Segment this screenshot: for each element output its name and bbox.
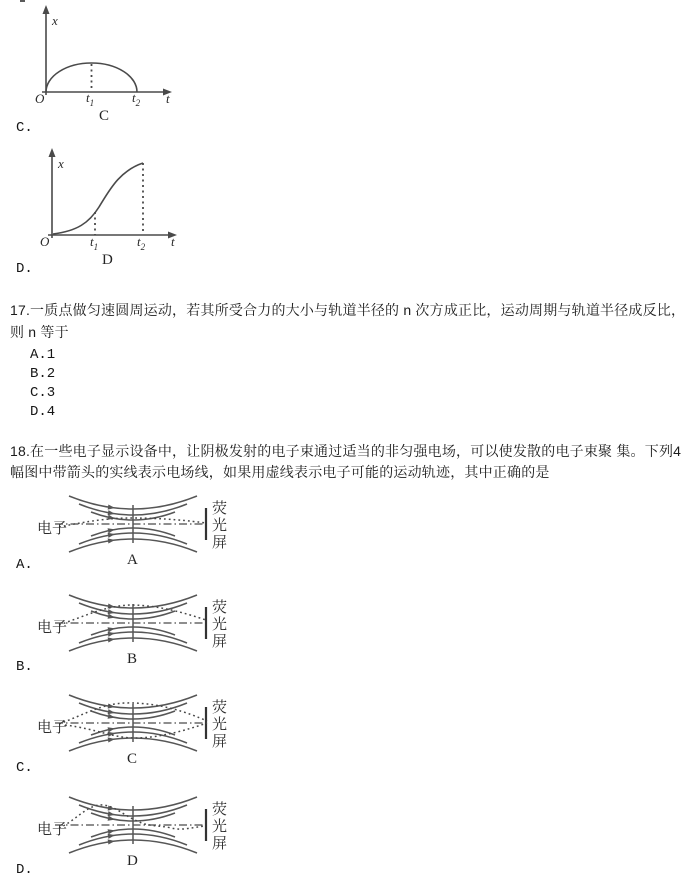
y-axis-label: x [58,156,64,171]
x-axis-label: t [171,234,175,249]
q18-line1: 18.在一些电子显示设备中，让阴极发射的电子束通过适当的非匀强电场，可以使发散的电子束聚 集。下列4 [10,443,682,459]
screen-label-char: 荧 [212,699,228,716]
tick-t2: $t_2$ [132,90,141,108]
diagram-caption: B [127,651,138,667]
screen-label-char: 屏 [212,733,228,750]
screen-label-char: 荧 [212,801,228,818]
tick-t2: $t_2$ [137,234,146,252]
q17-option-c: C.3 [30,385,56,401]
screen-label-char: 荧 [212,599,228,616]
electron-trajectory [65,723,207,738]
field-diagram-c2 [25,689,245,769]
option-letter-d2: D. [16,862,33,878]
screen-label-char: 屏 [212,633,228,650]
y-axis-arrow [43,5,50,14]
q17-line1: 17.一质点做匀速圆周运动，若其所受合力的大小与轨道半径的 n 次方成正比，运动周期与轨道半径成反比， [10,302,686,318]
q17-option-d: D.4 [30,404,56,420]
option-letter-c: C. [16,120,33,136]
diagram-caption: A [127,552,138,568]
q17-option-b: B.2 [30,366,56,382]
screen-label-char: 屏 [212,534,228,551]
electron-label: 电子 [37,619,68,636]
origin-label: O [35,91,45,106]
curve-sigmoid [53,163,143,234]
origin-label: O [40,234,50,249]
tick-t1: $t_1$ [90,234,99,252]
screen-label-char: 光 [212,716,228,733]
screen-label-char: 光 [212,616,228,633]
graph-caption: C [99,108,110,124]
graph-caption: D [102,252,113,268]
screen-label-char: 屏 [212,835,228,852]
q18-line2: 幅图中带箭头的实线表示电场线，如果用虚线表示电子可能的运动轨迹，其中正确的是 [10,464,550,480]
y-axis-arrow [49,148,56,157]
screen-label-char: 荧 [212,500,228,517]
option-letter-d: D. [16,261,33,277]
diagram-caption: D [127,853,138,869]
diagram-caption: C [127,751,138,767]
option-letter-b2: B. [16,659,33,675]
q17-line2: 则 n 等于 [10,324,69,340]
graph-c-figure [15,2,195,137]
y-axis-label: x [52,13,58,28]
electron-label: 电子 [37,821,68,838]
q17-option-a: A.1 [30,347,56,363]
screen-label-char: 光 [212,517,228,534]
option-letter-a2: A. [16,557,33,573]
screen-label-char: 光 [212,818,228,835]
field-diagram-b [25,589,245,669]
electron-label: 电子 [37,520,68,537]
x-axis-label: t [166,91,170,106]
electron-label: 电子 [37,719,68,736]
graph-d-figure [15,143,200,278]
option-letter-c2: C. [16,760,33,776]
field-diagram-a [25,490,245,570]
tick-t1: $t_1$ [86,90,95,108]
field-diagram-d2 [25,791,245,871]
